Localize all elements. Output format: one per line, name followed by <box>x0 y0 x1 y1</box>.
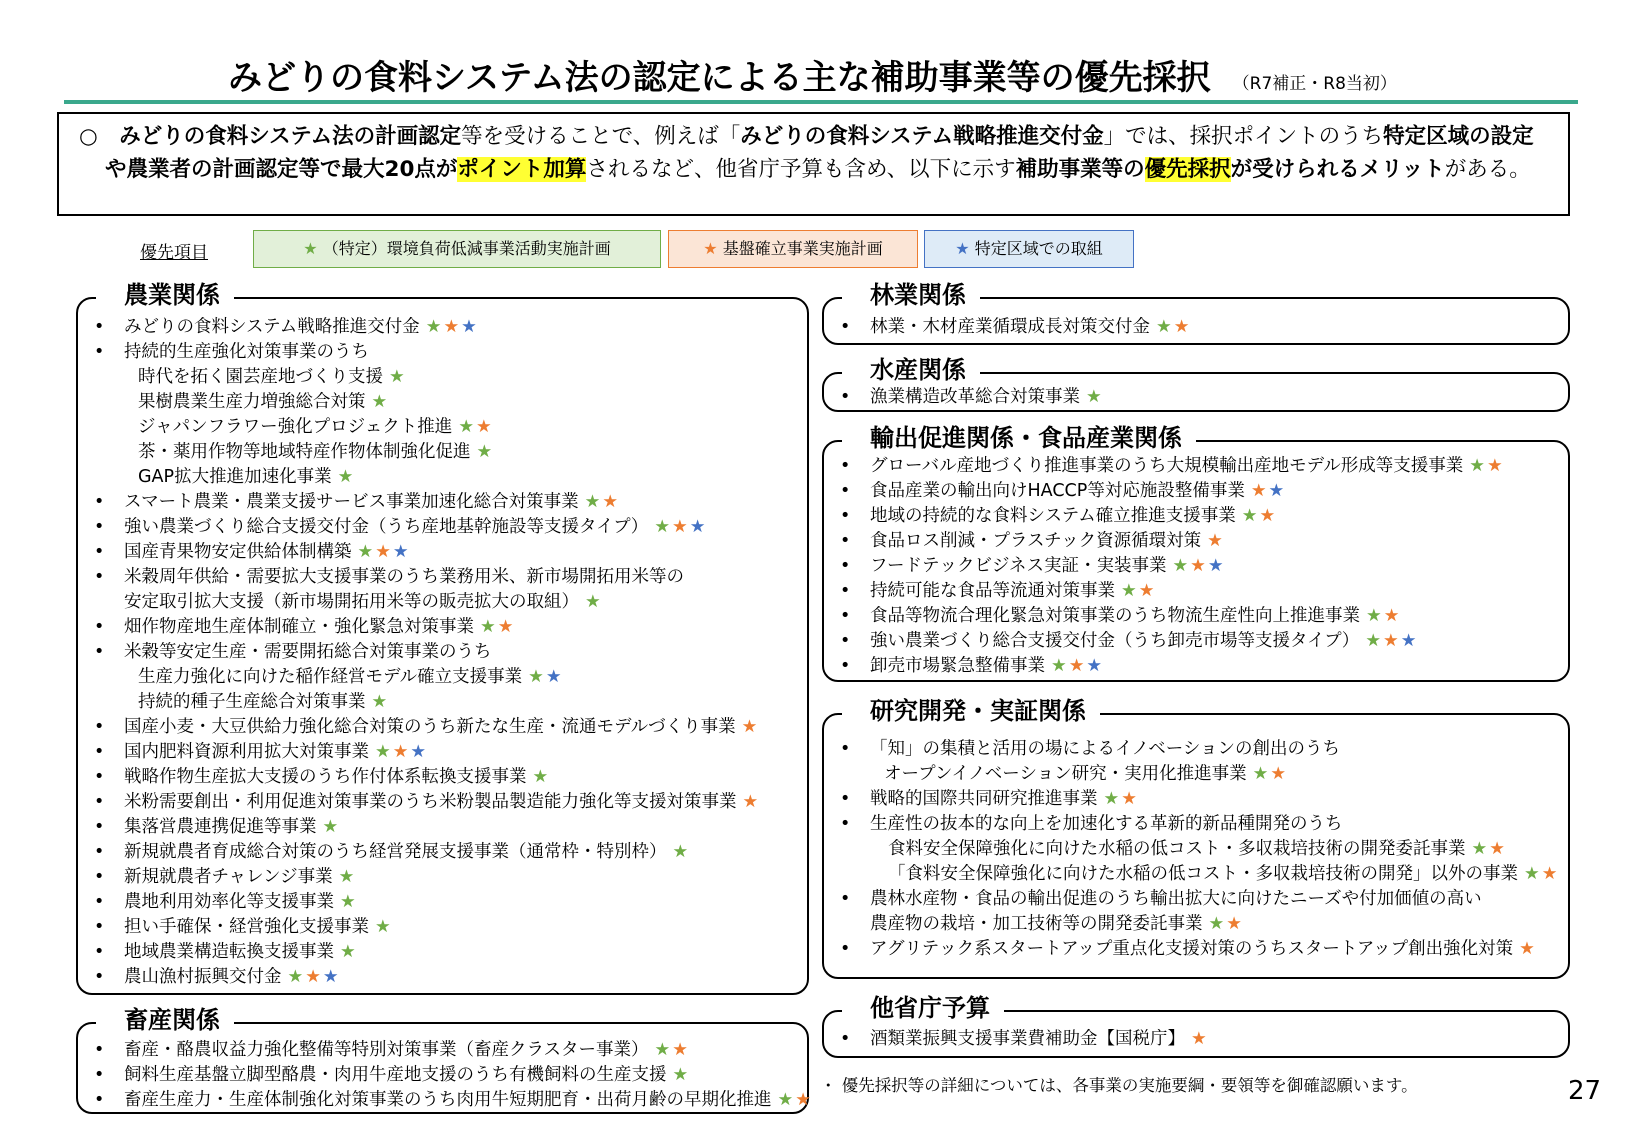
priority-stars <box>1253 764 1288 784</box>
priority-stars <box>372 392 390 412</box>
priority-stars <box>654 517 707 537</box>
priority-stars <box>480 617 515 637</box>
item-text: 地域の持続的な食料システム確立推進支援事業 <box>870 506 1236 526</box>
section-other-ministries <box>822 994 1570 1058</box>
priority-stars <box>1469 456 1504 476</box>
priority-stars <box>1251 481 1286 501</box>
star-icon: ★ <box>392 742 411 762</box>
item-text: 地域農業構造転換支援事業 <box>124 942 334 962</box>
priority-stars <box>1524 864 1559 884</box>
list-item <box>92 515 760 540</box>
item-text: 国内肥料資源利用拡大対策事業 <box>124 742 369 762</box>
list-item <box>838 737 1559 762</box>
title-sub: （R7補正・R8当初） <box>1232 74 1397 94</box>
star-icon: ★ <box>1121 581 1139 601</box>
star-icon: ★ <box>672 517 690 537</box>
page-title <box>0 50 1625 99</box>
priority-stars <box>1472 839 1507 859</box>
list-item <box>92 615 760 640</box>
star-icon: ★ <box>1156 317 1174 337</box>
item-text: 食品ロス削減・プラスチック資源循環対策 <box>870 531 1202 551</box>
priority-stars <box>340 892 358 912</box>
section-forestry <box>822 281 1570 345</box>
section-title: 研究開発・実証関係 <box>842 696 1100 726</box>
priority-stars <box>1104 789 1139 809</box>
list-item <box>92 640 760 665</box>
title-main: みどりの食料システム法の認定による主な補助事業等の優先採択 <box>228 58 1211 98</box>
section-agriculture <box>76 281 809 995</box>
priority-stars <box>1519 939 1537 959</box>
star-icon: ★ <box>322 817 341 837</box>
star-icon: ★ <box>689 517 708 537</box>
item-text: 米穀周年供給・需要拡大支援事業のうち業務用米、新市場開拓用米等の <box>124 567 684 587</box>
item-text: グローバル産地づくり推進事業のうち大規模輸出産地モデル形成等支援事業 <box>870 456 1464 476</box>
item-text: みどりの食料システム戦略推進交付金 <box>124 317 420 337</box>
star-icon: ★ <box>1519 939 1537 959</box>
item-list <box>838 385 1104 410</box>
star-icon: ★ <box>480 617 498 637</box>
star-icon: ★ <box>1489 839 1507 859</box>
item-text: GAP拡大推進加速化事業 <box>138 467 332 487</box>
star-icon: ★ <box>1121 789 1139 809</box>
summary-p12: がある。 <box>1444 157 1531 182</box>
star-icon: ★ <box>1051 656 1069 676</box>
list-item <box>92 1063 813 1088</box>
footnote: ・ 優先採択等の詳細については、各事業の実施要綱・要領等を御確認願います。 <box>820 1076 1418 1095</box>
star-icon: ★ <box>1172 556 1191 576</box>
item-text: 果樹農業生産力増強総合対策 <box>138 392 366 412</box>
summary-p6: ポイント加算 <box>457 157 587 182</box>
list-item <box>92 740 760 765</box>
section-title: 農業関係 <box>96 280 234 310</box>
list-item <box>92 690 760 715</box>
star-icon: ★ <box>777 1090 796 1110</box>
item-text: 集落営農連携促進等事業 <box>124 817 317 837</box>
star-icon: ★ <box>287 967 306 987</box>
item-text: 戦略作物生産拡大支援のうち作付体系転換支援事業 <box>124 767 527 787</box>
item-text: 食料安全保障強化に向けた水稲の低コスト・多収栽培技術の開発委託事業 <box>888 839 1466 859</box>
priority-stars <box>1242 506 1277 526</box>
item-text: 酒類業振興支援事業費補助金【国税庁】 <box>870 1029 1185 1049</box>
star-icon: ★ <box>1259 506 1278 526</box>
item-text: 農産物の栽培・加工技術等の開発委託事業 <box>870 914 1203 934</box>
list-item <box>92 590 760 615</box>
priority-stars <box>528 667 563 687</box>
summary-bullet: ○ <box>79 124 98 149</box>
item-list <box>838 315 1191 340</box>
section-research <box>822 697 1570 979</box>
star-icon: ★ <box>1241 506 1260 526</box>
priority-stars <box>389 367 407 387</box>
section-export-food <box>822 424 1570 682</box>
item-text: 新規就農者チャレンジ事業 <box>124 867 333 887</box>
item-text: 国産青果物安定供給体制構築 <box>124 542 352 562</box>
priority-stars <box>1086 387 1104 407</box>
priority-stars <box>323 817 341 837</box>
item-text: アグリテック系スタートアップ重点化支援対策のうちスタートアップ創出強化対策 <box>870 939 1514 959</box>
priority-stars <box>1366 606 1401 626</box>
item-text: 国産小麦・大豆供給力強化総合対策のうち新たな生産・流通モデルづくり事業 <box>124 717 736 737</box>
star-icon: ★ <box>1469 456 1487 476</box>
priority-stars <box>1365 631 1418 651</box>
item-text: 食品産業の輸出向けHACCP等対応施設整備事業 <box>870 481 1245 501</box>
summary-p5: 特定区域の設定や農業者の計画認定等で最大20点が <box>105 124 1534 182</box>
priority-stars <box>743 792 761 812</box>
item-text: 畜産生産力・生産体制強化対策事業のうち肉用牛短期肥育・出荷月齢の早期化推進 <box>124 1090 772 1110</box>
star-icon: ★ <box>741 717 760 737</box>
list-item <box>838 937 1559 962</box>
star-icon: ★ <box>1103 789 1122 809</box>
item-text: 米粉需要創出・利用促進対策事業のうち米粉製品製造能力強化等支援対策事業 <box>124 792 737 812</box>
star-icon: ★ <box>476 442 495 462</box>
priority-stars <box>375 917 393 937</box>
item-list <box>838 737 1559 962</box>
item-list <box>838 1027 1209 1052</box>
star-icon: ★ <box>584 492 603 512</box>
star-icon: ★ <box>1190 556 1208 576</box>
star-icon: ★ <box>602 492 621 512</box>
priority-stars <box>338 467 356 487</box>
star-icon: ★ <box>742 792 761 812</box>
star-icon: ★ <box>1173 317 1192 337</box>
star-icon: ★ <box>425 317 444 337</box>
list-item <box>92 490 760 515</box>
star-icon: ★ <box>1086 387 1104 407</box>
item-text: ジャパンフラワー強化プロジェクト推進 <box>138 417 453 437</box>
list-item <box>838 837 1559 862</box>
legend-blue <box>924 230 1134 268</box>
list-item <box>838 862 1559 887</box>
priority-stars <box>372 692 390 712</box>
item-text: 生産性の抜本的な向上を加速化する革新的新品種開発のうち <box>870 814 1343 834</box>
priority-stars <box>458 417 493 437</box>
item-text: 茶・薬用作物等地域特産作物体制強化促進 <box>138 442 471 462</box>
item-text: オープンイノベーション研究・実用化推進事業 <box>884 764 1247 784</box>
star-icon: ★ <box>375 742 393 762</box>
star-icon: ★ <box>1252 764 1271 784</box>
priority-stars <box>654 1040 689 1060</box>
summary-p7: されるなど、他省庁予算も含め、以下に示す <box>586 157 1016 182</box>
item-text: 強い農業づくり総合支援交付金（うち産地基幹施設等支援タイプ） <box>124 517 649 537</box>
list-item <box>92 890 760 915</box>
star-icon: ★ <box>532 767 551 787</box>
section-title: 水産関係 <box>842 355 980 385</box>
priority-stars <box>339 867 357 887</box>
star-icon: ★ <box>337 467 356 487</box>
star-icon: ★ <box>1191 1029 1209 1049</box>
star-icon: ★ <box>371 692 390 712</box>
list-item <box>838 479 1505 504</box>
star-icon: ★ <box>322 967 341 987</box>
summary-p3: みどりの食料システム戦略推進交付金 <box>740 124 1104 149</box>
star-icon: ★ <box>1250 481 1269 501</box>
list-item <box>92 840 760 865</box>
priority-stars <box>778 1090 813 1110</box>
star-icon: ★ <box>1068 656 1087 676</box>
item-text: 強い農業づくり総合支援交付金（うち卸売市場等支援タイプ） <box>870 631 1360 651</box>
star-icon: ★ <box>672 1040 690 1060</box>
priority-stars <box>1191 1029 1209 1049</box>
star-icon: ★ <box>410 742 429 762</box>
list-item <box>838 554 1505 579</box>
priority-stars <box>585 592 603 612</box>
list-item <box>838 454 1505 479</box>
section-title: 林業関係 <box>842 280 980 310</box>
item-text: スマート農業・農業支援サービス事業加速化総合対策事業 <box>124 492 579 512</box>
item-text: 食品等物流合理化緊急対策事業のうち物流生産性向上推進事業 <box>870 606 1360 626</box>
star-icon: ★ <box>1365 631 1384 651</box>
item-list <box>92 1038 813 1113</box>
list-item <box>92 365 760 390</box>
priority-stars <box>426 317 479 337</box>
star-icon: ★ <box>375 917 393 937</box>
star-icon: ★ <box>1207 531 1225 551</box>
star-icon: ★ <box>528 667 546 687</box>
summary-p11: 受けられるメリット <box>1252 157 1445 182</box>
priority-stars <box>1207 531 1225 551</box>
list-item <box>92 465 760 490</box>
star-icon: ★ <box>1270 764 1289 784</box>
list-item <box>92 815 760 840</box>
star-icon: ★ <box>371 392 390 412</box>
priority-stars <box>477 442 495 462</box>
list-item <box>92 940 760 965</box>
priority-stars <box>742 717 760 737</box>
priority-stars <box>1051 656 1104 676</box>
item-text: 米穀等安定生産・需要開拓総合対策事業のうち <box>124 642 492 662</box>
star-icon: ★ <box>340 942 358 962</box>
legend-green <box>253 230 661 268</box>
item-text: 持続可能な食品等流通対策事業 <box>870 581 1115 601</box>
list-item <box>838 787 1559 812</box>
star-icon: ★ <box>1400 631 1419 651</box>
list-item <box>838 654 1505 679</box>
list-item <box>92 765 760 790</box>
list-item <box>92 440 760 465</box>
list-item <box>838 529 1505 554</box>
item-text: 飼料生産基盤立脚型酪農・肉用牛産地支援のうち有機飼料の生産支援 <box>124 1065 667 1085</box>
legend-orange <box>668 230 918 268</box>
legend-orange-text: 基盤確立事業実施計画 <box>717 239 883 258</box>
star-icon: ★ <box>1383 606 1402 626</box>
section-title: 輸出促進関係・食品産業関係 <box>842 423 1196 453</box>
list-item <box>92 915 760 940</box>
item-text: 農地利用効率化等支援事業 <box>124 892 334 912</box>
list-item <box>838 812 1559 837</box>
item-text: 「食料安全保障強化に向けた水稲の低コスト・多収栽培技術の開発」以外の事業 <box>888 864 1518 884</box>
priority-stars <box>585 492 620 512</box>
page-number: 27 <box>1568 1076 1602 1106</box>
list-item <box>92 965 760 990</box>
star-icon: ★ <box>305 967 323 987</box>
star-icon: ★ <box>357 542 376 562</box>
priority-stars <box>1172 556 1225 576</box>
list-item <box>92 390 760 415</box>
star-icon: ★ <box>1086 656 1105 676</box>
item-text: 持続的生産強化対策事業のうち <box>124 342 369 362</box>
item-text: 卸売市場緊急整備事業 <box>870 656 1045 676</box>
priority-stars <box>288 967 341 987</box>
list-item <box>92 540 760 565</box>
star-icon: ★ <box>654 1040 673 1060</box>
item-list <box>838 454 1505 679</box>
star-icon: ★ <box>375 542 393 562</box>
star-icon: ★ <box>703 239 718 258</box>
list-item <box>838 385 1104 410</box>
star-icon: ★ <box>458 417 477 437</box>
star-icon: ★ <box>1226 914 1244 934</box>
star-icon: ★ <box>1471 839 1490 859</box>
list-item <box>92 565 760 590</box>
item-list <box>92 315 760 990</box>
list-item <box>92 315 760 340</box>
item-text: 安定取引拡大支援（新市場開拓用米等の販売拡大の取組） <box>124 592 579 612</box>
legend-blue-text: 特定区域での取組 <box>969 239 1103 258</box>
priority-stars <box>673 1065 691 1085</box>
item-text: 農山漁村振興交付金 <box>124 967 282 987</box>
star-icon: ★ <box>672 1065 691 1085</box>
priority-stars <box>533 767 551 787</box>
item-text: 農林水産物・食品の輸出促進のうち輸出拡大に向けたニーズや付加価値の高い <box>870 889 1482 909</box>
item-text: 畜産・酪農収益力強化整備等特別対策事業（畜産クラスター事業） <box>124 1040 649 1060</box>
list-item <box>838 887 1559 912</box>
section-fishery <box>822 356 1570 412</box>
star-icon: ★ <box>545 667 564 687</box>
list-item <box>838 629 1505 654</box>
item-text: 「知」の集積と活用の場によるイノベーションの創出のうち <box>870 739 1341 759</box>
star-icon: ★ <box>389 367 407 387</box>
star-icon: ★ <box>585 592 603 612</box>
star-icon: ★ <box>392 542 411 562</box>
star-icon: ★ <box>1208 914 1227 934</box>
item-text: 畑作物産地生産体制確立・強化緊急対策事業 <box>124 617 474 637</box>
list-item <box>92 865 760 890</box>
star-icon: ★ <box>955 239 970 258</box>
priority-stars <box>375 742 428 762</box>
list-item <box>838 579 1505 604</box>
item-text: 新規就農者育成総合対策のうち経営発展支援事業（通常枠・特別枠） <box>124 842 667 862</box>
star-icon: ★ <box>340 892 358 912</box>
list-item <box>92 1038 813 1063</box>
star-icon: ★ <box>795 1090 813 1110</box>
priority-stars <box>358 542 411 562</box>
star-icon: ★ <box>443 317 462 337</box>
star-icon: ★ <box>1486 456 1505 476</box>
priority-stars <box>340 942 358 962</box>
star-icon: ★ <box>1541 864 1560 884</box>
item-text: 時代を拓く園芸産地づくり支援 <box>138 367 383 387</box>
list-item <box>92 1088 813 1113</box>
list-item <box>838 912 1559 937</box>
star-icon: ★ <box>303 239 318 258</box>
summary-p4: 」では、採択ポイントのうち <box>1103 124 1384 149</box>
star-icon: ★ <box>1268 481 1287 501</box>
star-icon: ★ <box>1138 581 1157 601</box>
list-item <box>838 1027 1209 1052</box>
summary-text <box>79 120 1544 186</box>
priority-stars <box>1156 317 1191 337</box>
item-text: 戦略的国際共同研究推進事業 <box>870 789 1098 809</box>
star-icon: ★ <box>461 317 479 337</box>
star-icon: ★ <box>654 517 673 537</box>
legend-label: 優先項目 <box>140 243 208 263</box>
summary-p2: 等を受けることで、例えば「 <box>461 124 741 149</box>
list-item <box>838 762 1559 787</box>
list-item <box>838 315 1191 340</box>
section-title: 畜産関係 <box>96 1005 234 1035</box>
star-icon: ★ <box>497 617 516 637</box>
item-text: 漁業構造改革総合対策事業 <box>870 387 1080 407</box>
section-title: 他省庁予算 <box>842 993 1004 1023</box>
summary-p9: 優先採択 <box>1144 157 1231 182</box>
title-rule <box>64 100 1578 104</box>
item-text: フードテックビジネス実証・実装事業 <box>870 556 1167 576</box>
star-icon: ★ <box>1366 606 1384 626</box>
star-icon: ★ <box>1524 864 1542 884</box>
item-text: 生産力強化に向けた稲作経営モデル確立支援事業 <box>138 667 523 687</box>
section-livestock <box>76 1006 813 1114</box>
summary-box <box>57 112 1570 216</box>
priority-stars <box>1121 581 1156 601</box>
list-item <box>92 790 760 815</box>
list-item <box>838 504 1505 529</box>
summary-p8: 補助事業等の <box>1015 157 1145 182</box>
star-icon: ★ <box>672 842 691 862</box>
list-item <box>838 604 1505 629</box>
item-text: 担い手確保・経営強化支援事業 <box>124 917 369 937</box>
star-icon: ★ <box>338 867 357 887</box>
star-icon: ★ <box>1383 631 1401 651</box>
summary-p10: が <box>1230 157 1253 182</box>
list-item <box>92 665 760 690</box>
item-text: 林業・木材産業循環成長対策交付金 <box>870 317 1150 337</box>
priority-stars <box>1209 914 1244 934</box>
star-icon: ★ <box>476 417 494 437</box>
priority-stars <box>673 842 691 862</box>
item-text: 持続的種子生産総合対策事業 <box>138 692 366 712</box>
list-item <box>92 415 760 440</box>
list-item <box>92 340 760 365</box>
list-item <box>92 715 760 740</box>
summary-p1: みどりの食料システム法の計画認定 <box>119 124 462 149</box>
star-icon: ★ <box>1207 556 1226 576</box>
legend-green-text: （特定）環境負荷低減事業活動実施計画 <box>317 239 611 258</box>
